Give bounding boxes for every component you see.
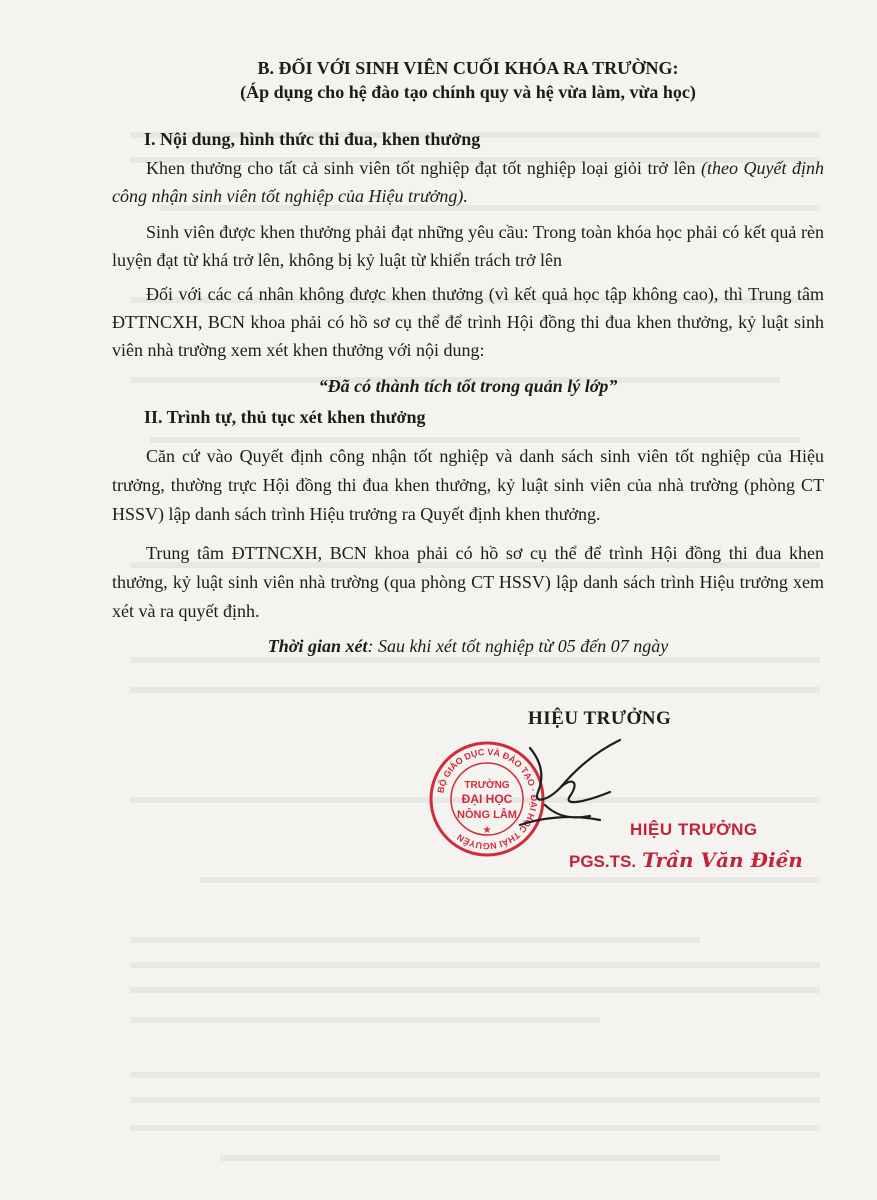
- document-title: B. ĐỐI VỚI SINH VIÊN CUỐI KHÓA RA TRƯỜNG:: [257, 58, 679, 78]
- seal-line-3: NÔNG LÂM: [457, 809, 517, 821]
- review-time-label: Thời gian xét: [267, 636, 368, 656]
- document-body: [112, 56, 824, 660]
- section-1-paragraph-3: Đối với các cá nhân không được khen thưởng (vì kết quả học tập không cao), thì Trung tâm ĐTTNCXH, BCN khoa phải có hồ sơ cụ thể để trình Hội đồng thi đua khen thưởng, kỷ luật sinh viên nhà trường xem xét khen thưởng với nội dung:: [112, 284, 824, 360]
- seal-line-2: ĐẠI HỌC: [461, 792, 513, 806]
- section-1-paragraph-1-italic: (theo Quyết định công nhận sinh viên tốt nghiệp của Hiệu trưởng).: [112, 158, 824, 206]
- section-2-paragraph-2: Trung tâm ĐTTNCXH, BCN khoa phải có hồ sơ cụ thể để trình Hội đồng thi đua khen thưởng, kỷ luật sinh viên nhà trường (qua phòng CT HSSV) lập danh sách trình Hiệu trưởng xem xét và ra quyết định.: [112, 543, 824, 621]
- signature-role: HIỆU TRƯỞNG: [630, 820, 758, 839]
- seal-line-1: TRƯỜNG: [464, 780, 510, 791]
- document-subtitle: (Áp dụng cho hệ đào tạo chính quy và hệ vừa làm, vừa học): [240, 82, 696, 102]
- seal-outer-text: BỘ GIÁO DỤC VÀ ĐÀO TẠO · ĐẠI HỌC THÁI NGUYÊN: [435, 746, 540, 852]
- signature-name: Trần Văn Điền: [642, 848, 803, 872]
- section-1-quote: “Đã có thành tích tốt trong quản lý lớp”: [318, 376, 618, 396]
- signature-name-row: [569, 848, 803, 872]
- section-1-heading: I. Nội dung, hình thức thi đua, khen thưởng: [144, 129, 481, 149]
- signature-title: HIỆU TRƯỞNG: [528, 708, 672, 729]
- seal-star-icon: ★: [482, 825, 492, 836]
- section-1-paragraph-1: [112, 154, 824, 210]
- handwritten-signature-icon: [500, 730, 630, 840]
- review-time: [112, 632, 824, 660]
- section-2-heading: II. Trình tự, thủ tục xét khen thưởng: [144, 407, 426, 427]
- review-time-value: : Sau khi xét tốt nghiệp từ 05 đến 07 ngày: [367, 636, 669, 656]
- section-1-paragraph-1-text: Khen thưởng cho tất cả sinh viên tốt nghiệp đạt tốt nghiệp loại giỏi trở lên: [146, 158, 701, 178]
- section-2-paragraph-1: Căn cứ vào Quyết định công nhận tốt nghiệp và danh sách sinh viên tốt nghiệp của Hiệu trưởng, thường trực Hội đồng thi đua khen thưởng, kỷ luật sinh viên của nhà trường (phòng CT HSSV) lập danh sách trình Hiệu trưởng ra Quyết định khen thưởng.: [112, 446, 824, 524]
- section-1-paragraph-2: Sinh viên được khen thưởng phải đạt những yêu cầu: Trong toàn khóa học phải có kết quả rèn luyện đạt từ khá trở lên, không bị kỷ luật từ khiển trách trở lên: [112, 222, 824, 270]
- signature-prefix: PGS.TS.: [569, 852, 637, 871]
